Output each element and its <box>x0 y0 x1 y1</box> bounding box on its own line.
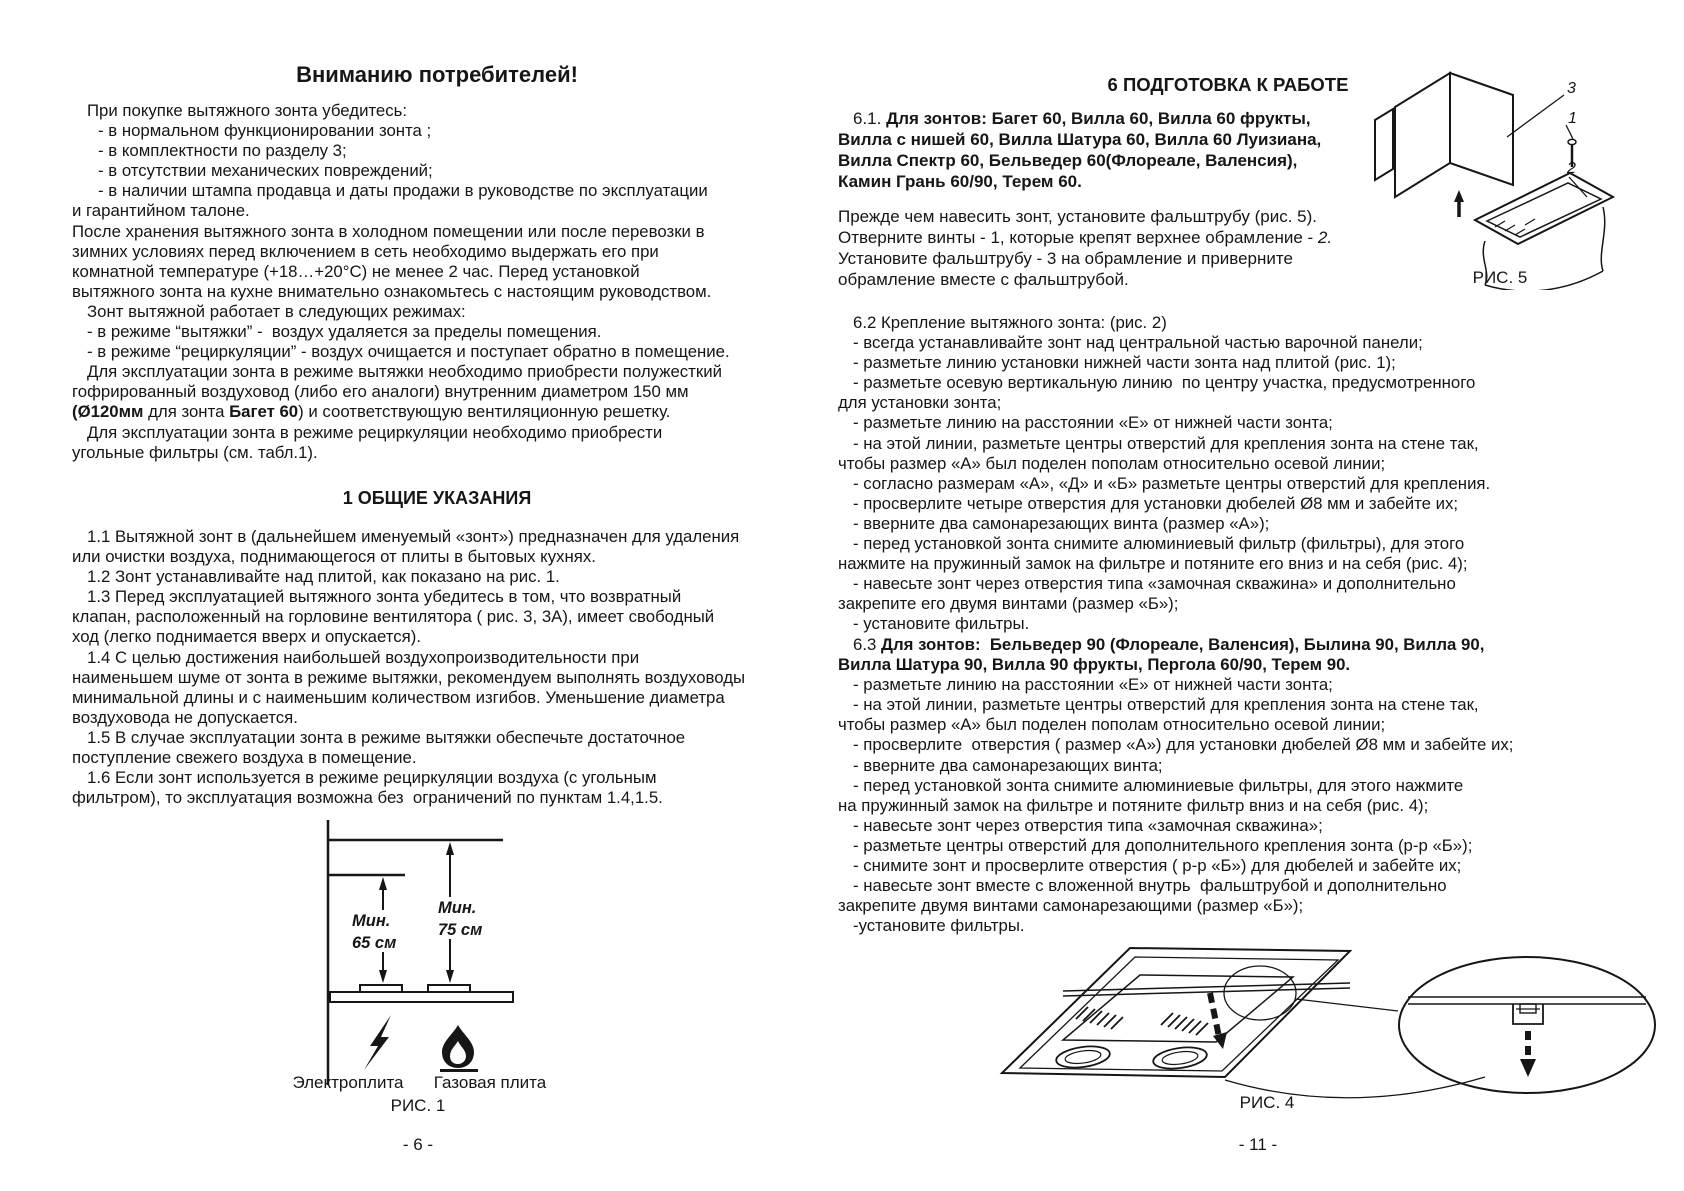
text-line: - в отсутствии механических повреждений; <box>98 161 433 181</box>
section61-paragraph <box>838 206 1378 290</box>
text-line: - разметьте линию установки нижней части зонта над плитой (рис. 1); <box>853 353 1396 373</box>
text-line: или очистки воздуха, поднимающегося от плиты в бытовых кухнях. <box>72 547 596 567</box>
up-arrow <box>1454 190 1464 217</box>
text-line: воздуховода не допускается. <box>72 707 298 727</box>
text-line: После хранения вытяжного зонта в холодном помещении или после перевозки в <box>72 221 705 241</box>
text-line: - согласно размерам «А», «Д» и «Б» разметьте центры отверстий для крепления. <box>853 473 1491 493</box>
text-line: Отверните винты - 1, которые крепят верхнее обрамление - 2. <box>838 228 1333 247</box>
figure-5-caption: РИС. 5 <box>1472 268 1528 287</box>
text-line: наименьшем шуме от зонта в режиме вытяжки, рекомендуем выполнять воздуховоды <box>72 667 746 687</box>
text-line: 1.3 Перед эксплуатацией вытяжного зонта убедитесь в том, что возвратный <box>87 587 682 607</box>
text-line: -установите фильтры. <box>853 916 1025 936</box>
text-line: 6.3 Для зонтов: Бельведер 90 (Флореале, Валенсия), Былина 90, Вилла 90, <box>853 635 1485 654</box>
hood-underside <box>1002 948 1350 1077</box>
gas-stove-label: Газовая плита <box>433 1073 547 1092</box>
text-line: - на этой линии, разметьте центры отверстий для крепления зонта на стене так, <box>853 695 1479 715</box>
text-line: 1.6 Если зонт используется в режиме рециркуляции воздуха (с угольным <box>87 768 657 788</box>
text-line: обрамление вместе с фальштрубой. <box>838 270 1129 289</box>
text-line: - навесьте зонт через отверстия типа «замочная скважина» и дополнительно <box>853 574 1456 594</box>
text-line: Зонт вытяжной работает в следующих режимах: <box>87 301 466 321</box>
text-line: - снимите зонт и просверлите отверстия ( р-р «Б») для дюбелей и забейте их; <box>853 856 1462 876</box>
text-line: Установите фальштрубу - 3 на обрамление и приверните <box>838 249 1293 268</box>
text-line: - в наличии штампа продавца и даты продажи в руководстве по эксплуатации <box>98 181 708 201</box>
text-line: - просверлите четыре отверстия для установки дюбелей Ø8 мм и забейте их; <box>853 493 1458 513</box>
text-line: 1.2 Зонт устанавливайте над плитой, как показано на рис. 1. <box>87 567 560 587</box>
text-line: - установите фильтры. <box>853 614 1030 634</box>
text-line: - вверните два самонарезающих винта; <box>853 755 1163 775</box>
stove-counter <box>330 985 513 1002</box>
text-line: - перед установкой зонта снимите алюминиевый фильтр (фильтры), для этого <box>853 534 1465 554</box>
text-line: - на этой линии, разметьте центры отверстий для крепления зонта на стене так, <box>853 433 1479 453</box>
text-line: Камин Грань 60/90, Терем 60. <box>838 172 1082 191</box>
spring-lock <box>1513 1004 1543 1024</box>
text-line: - разметьте линию на расстоянии «Е» от нижней части зонта; <box>853 413 1333 433</box>
min-65-label-line1: Мин. <box>352 912 391 930</box>
text-line: - всегда устанавливайте зонт над центральной частью варочной панели; <box>853 333 1423 353</box>
text-line: - разметьте линию на расстоянии «Е» от нижней части зонта; <box>853 675 1333 695</box>
min-65-label-line2: 65 см <box>352 934 397 952</box>
text-line: - в комплектности по разделу 3; <box>98 141 347 161</box>
text-line: Вилла Спектр 60, Бельведер 60(Флореале, Валенсия), <box>838 151 1298 170</box>
text-line: чтобы размер «А» был поделен пополам относительно осевой линии; <box>838 453 1386 473</box>
text-line: вытяжного зонта на кухне внимательно ознакомьтесь с настоящим руководством. <box>72 281 712 301</box>
min-75-label-line2: 75 см <box>438 921 483 939</box>
section63-paragraphs <box>838 635 1646 936</box>
section62-paragraphs <box>838 313 1646 635</box>
intro-paragraphs <box>72 101 802 463</box>
text-line: ход (легко поднимается вверх и опускается). <box>72 627 422 647</box>
text-line: закрепите двумя винтами самонарезающими (размер «Б»); <box>838 896 1304 916</box>
figure-4-caption: РИС. 4 <box>1239 1093 1295 1112</box>
text-line: 1.1 Вытяжной зонт в (дальнейшем именуемый «зонт») предназначен для удаления <box>87 527 740 546</box>
lightning-icon <box>364 1015 391 1070</box>
text-line: чтобы размер «А» был поделен пополам относительно осевой линии; <box>838 715 1386 735</box>
text-line: - перед установкой зонта снимите алюминиевые фильтры, для этого нажмите <box>853 775 1464 795</box>
part-label-2: 2 <box>1567 160 1576 177</box>
vent-ovals <box>1055 1043 1208 1071</box>
text-line: на пружинный замок на фильтре и потяните фильтр вниз и на себя (рис. 4); <box>838 795 1429 815</box>
text-line: поступление свежего воздуха в помещение. <box>72 748 417 768</box>
text-line: комнатной температуре (+18…+20°С) не менее 2 час. Перед установкой <box>72 261 640 281</box>
text-line: Прежде чем навесить зонт, установите фальштрубу (рис. 5). <box>838 207 1318 226</box>
text-line: фильтром), то эксплуатация возможна без ограничений по пунктам 1.4,1.5. <box>72 788 663 808</box>
figure-5-chimney-diagram <box>1335 45 1684 290</box>
right-page-number: - 11 - <box>1238 1135 1278 1154</box>
text-line: - разметьте центры отверстий для дополнительного крепления зонта (р-р «Б»); <box>853 835 1473 855</box>
detail-view <box>1399 957 1655 1093</box>
section1-paragraphs <box>72 527 802 808</box>
text-line: гофрированный воздуховод (либо его аналоги) внутренним диаметром 150 мм <box>72 382 689 402</box>
text-line: - в режиме “вытяжки” - воздух удаляется за пределы помещения. <box>87 322 602 342</box>
text-line: угольные фильтры (см. табл.1). <box>72 442 318 462</box>
section1-heading: 1 ОБЩИЕ УКАЗАНИЯ <box>342 488 532 508</box>
text-line: закрепите его двумя винтами (размер «Б»); <box>838 594 1179 614</box>
text-line: для установки зонта; <box>838 393 1002 413</box>
text-line: зимних условиях перед включением в сеть необходимо выдержать его при <box>72 241 659 261</box>
min-75-label-line1: Мин. <box>438 899 477 917</box>
text-line: (Ø120мм для зонта Багет 60) и соответствующую вентиляционную решетку. <box>72 402 671 422</box>
text-line: нажмите на пружинный замок на фильтре и потяните его вниз и на себя (рис. 4); <box>838 554 1468 574</box>
text-line: - просверлите отверстия ( размер «А») для установки дюбелей Ø8 мм и забейте их; <box>853 735 1514 755</box>
text-line: и гарантийном талоне. <box>72 201 250 221</box>
text-line: - вверните два самонарезающих винта (размер «А»); <box>853 513 1270 533</box>
pull-down-arrow <box>1210 993 1227 1049</box>
chimney-box <box>1375 73 1513 197</box>
text-line: Для эксплуатации зонта в режиме рециркуляции необходимо приобрести <box>87 422 663 442</box>
text-line: При покупке вытяжного зонта убедитесь: <box>87 101 408 120</box>
text-line: 1.5 В случае эксплуатации зонта в режиме вытяжки обеспечьте достаточное <box>87 727 686 747</box>
text-line: - навесьте зонт через отверстия типа «замочная скважина»; <box>853 815 1323 835</box>
part-label-3: 3 <box>1567 80 1576 97</box>
left-page-title: Вниманию потребителей! <box>296 62 578 87</box>
text-line: 6.2 Крепление вытяжного зонта: (рис. 2) <box>853 313 1167 332</box>
electric-stove-label: Электроплита <box>292 1073 404 1092</box>
text-line: - в режиме “рециркуляции” - воздух очищается и поступает обратно в помещение. <box>87 342 730 362</box>
hood-level-lines <box>328 840 503 875</box>
part-label-1: 1 <box>1568 110 1577 127</box>
figure-1-min-height-diagram <box>290 815 560 1105</box>
section6-heading: 6 ПОДГОТОВКА К РАБОТЕ <box>1107 74 1349 95</box>
text-line: 1.4 С целью достижения наибольшей воздухопроизводительности при <box>87 647 640 667</box>
text-line: Для эксплуатации зонта в режиме вытяжки необходимо приобрести полужесткий <box>87 362 722 382</box>
figure-1-caption: РИС. 1 <box>390 1096 446 1115</box>
text-line: - разметьте осевую вертикальную линию по центру участка, предусмотренного <box>853 373 1476 393</box>
text-line: клапан, расположенный на горловине вентилятора ( рис. 3, 3А), имеет свободный <box>72 607 715 627</box>
text-line: - в нормальном функционировании зонта ; <box>98 121 432 141</box>
figure-4-filter-diagram <box>930 925 1684 1100</box>
left-page-number: - 6 - <box>402 1135 434 1154</box>
section61-model-list <box>838 108 1378 192</box>
flame-icon <box>440 1025 478 1072</box>
text-line: Вилла Шатура 90, Вилла 90 фрукты, Пергола 60/90, Терем 90. <box>838 655 1351 675</box>
text-line: минимальной длины и с наименьшим количеством изгибов. Уменьшение диаметра <box>72 687 725 707</box>
text-line: - навесьте зонт вместе с вложенной внутрь фальштрубой и дополнительно <box>853 876 1447 896</box>
text-line: Вилла с нишей 60, Вилла Шатура 60, Вилла 60 Луизиана, <box>838 130 1322 149</box>
text-line: 6.1. Для зонтов: Багет 60, Вилла 60, Вилла 60 фрукты, <box>853 109 1311 128</box>
